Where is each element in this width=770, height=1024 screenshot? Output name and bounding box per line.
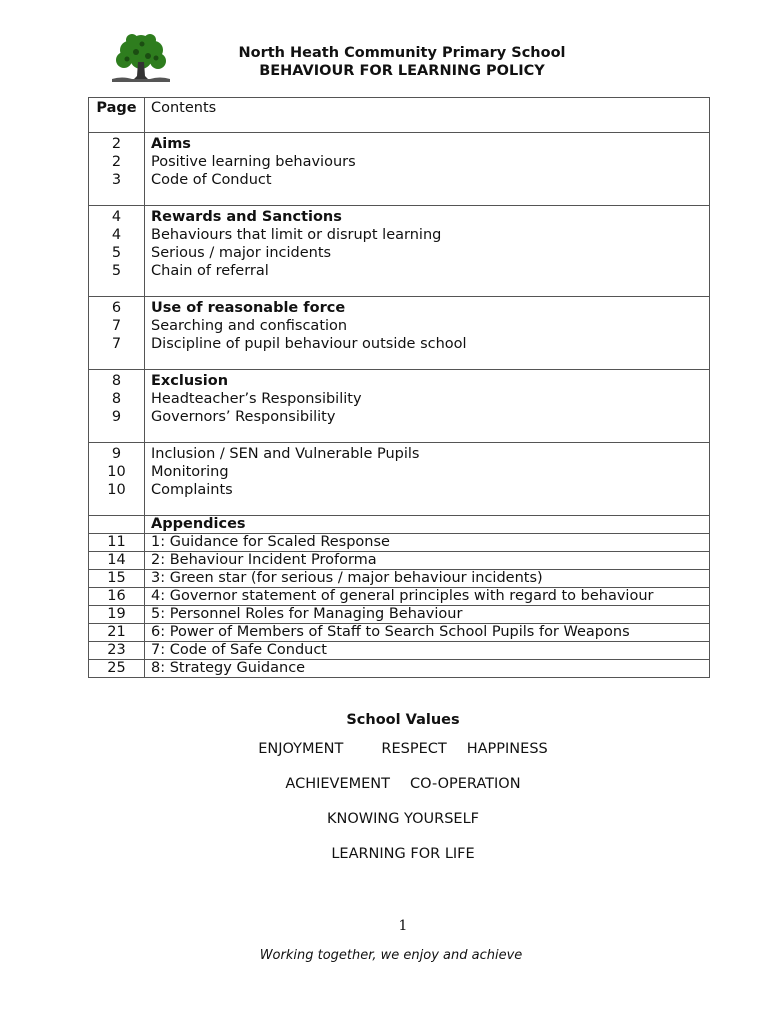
page-number-cell: 9 (111, 409, 122, 425)
appendices-heading-row (89, 516, 710, 534)
page-number-cell: 4 (111, 227, 122, 243)
values-line (0, 732, 770, 767)
appendix-entry: 8: Strategy Guidance (145, 660, 710, 678)
toc-group-force (89, 297, 710, 370)
page-number-cell: 9 (111, 446, 122, 462)
values-title: School Values (346, 712, 460, 728)
document-header (160, 44, 644, 80)
toc-entry: Monitoring (151, 464, 229, 480)
page-number-cell: 10 (107, 482, 126, 498)
appendix-entry: 4: Governor statement of general principles with regard to behaviour (145, 588, 710, 606)
values-line: KNOWING YOURSELF (326, 811, 480, 827)
appendix-row (89, 660, 710, 678)
toc-entry: Code of Conduct (151, 172, 272, 188)
appendix-entry: 6: Power of Members of Staff to Search School Pupils for Weapons (145, 624, 710, 642)
toc-group-inclusion (89, 443, 710, 516)
school-name: North Heath Community Primary School (238, 45, 566, 61)
table-header-row (89, 98, 710, 133)
page-number-cell: 16 (89, 588, 145, 606)
appendix-entry: 1: Guidance for Scaled Response (145, 534, 710, 552)
footer-motto: Working together, we enjoy and achieve (259, 948, 523, 963)
value-word: CO-OPERATION (410, 776, 521, 792)
page-number-cell: 15 (89, 570, 145, 588)
section-heading: Exclusion (151, 373, 229, 389)
appendix-row (89, 570, 710, 588)
page-number-cell: 3 (111, 172, 122, 188)
toc-group-aims (89, 133, 710, 206)
page-number-cell: 8 (111, 391, 122, 407)
page-number-cell: 11 (89, 534, 145, 552)
appendix-row (89, 606, 710, 624)
page-number-cell: 7 (111, 336, 122, 352)
appendix-row (89, 624, 710, 642)
appendix-entry: 3: Green star (for serious / major behaviour incidents) (145, 570, 710, 588)
page-number-cell: 14 (89, 552, 145, 570)
appendices-heading: Appendices (151, 516, 246, 532)
appendix-row (89, 534, 710, 552)
page-number-cell: 7 (111, 318, 122, 334)
page-number-cell: 19 (89, 606, 145, 624)
school-values (0, 708, 770, 872)
toc-entry: Behaviours that limit or disrupt learning (151, 227, 442, 243)
value-word: ACHIEVEMENT (285, 776, 390, 792)
toc-entry: Chain of referral (151, 263, 269, 279)
page-number-cell: 4 (111, 209, 122, 225)
value-word: HAPPINESS (466, 741, 548, 757)
policy-title: BEHAVIOUR FOR LEARNING POLICY (259, 63, 545, 79)
toc-entry: Inclusion / SEN and Vulnerable Pupils (151, 446, 420, 462)
page-number-cell: 2 (111, 136, 122, 152)
contents-table (88, 97, 710, 678)
toc-entry: Governors’ Responsibility (151, 409, 336, 425)
appendix-entry: 7: Code of Safe Conduct (145, 642, 710, 660)
page-number-cell: 25 (89, 660, 145, 678)
value-word: RESPECT (381, 741, 447, 757)
value-word: ENJOYMENT (258, 741, 344, 757)
contents-column-header: Contents (145, 98, 710, 133)
appendix-entry: 2: Behaviour Incident Proforma (145, 552, 710, 570)
page-number: 1 (398, 918, 408, 934)
page-number-cell: 5 (111, 245, 122, 261)
appendix-entry: 5: Personnel Roles for Managing Behaviour (145, 606, 710, 624)
toc-entry: Headteacher’s Responsibility (151, 391, 362, 407)
appendix-row (89, 642, 710, 660)
section-heading: Aims (151, 136, 191, 152)
appendix-row (89, 588, 710, 606)
toc-entry: Serious / major incidents (151, 245, 332, 261)
toc-group-rewards (89, 206, 710, 297)
section-heading: Rewards and Sanctions (151, 209, 342, 225)
appendix-row (89, 552, 710, 570)
page-number-cell: 21 (89, 624, 145, 642)
toc-entry: Positive learning behaviours (151, 154, 356, 170)
toc-entry: Discipline of pupil behaviour outside school (151, 336, 467, 352)
section-heading: Use of reasonable force (151, 300, 346, 316)
toc-group-exclusion (89, 370, 710, 443)
page-number-cell: 6 (111, 300, 122, 316)
values-line (0, 767, 770, 802)
page-number-cell: 2 (111, 154, 122, 170)
page-number-cell: 23 (89, 642, 145, 660)
page-number-cell: 5 (111, 263, 122, 279)
page-number-cell: 8 (111, 373, 122, 389)
page-number-cell: 10 (107, 464, 126, 480)
page-column-header: Page (89, 98, 145, 133)
toc-entry: Searching and confiscation (151, 318, 348, 334)
values-line: LEARNING FOR LIFE (331, 846, 475, 862)
toc-entry: Complaints (151, 482, 233, 498)
